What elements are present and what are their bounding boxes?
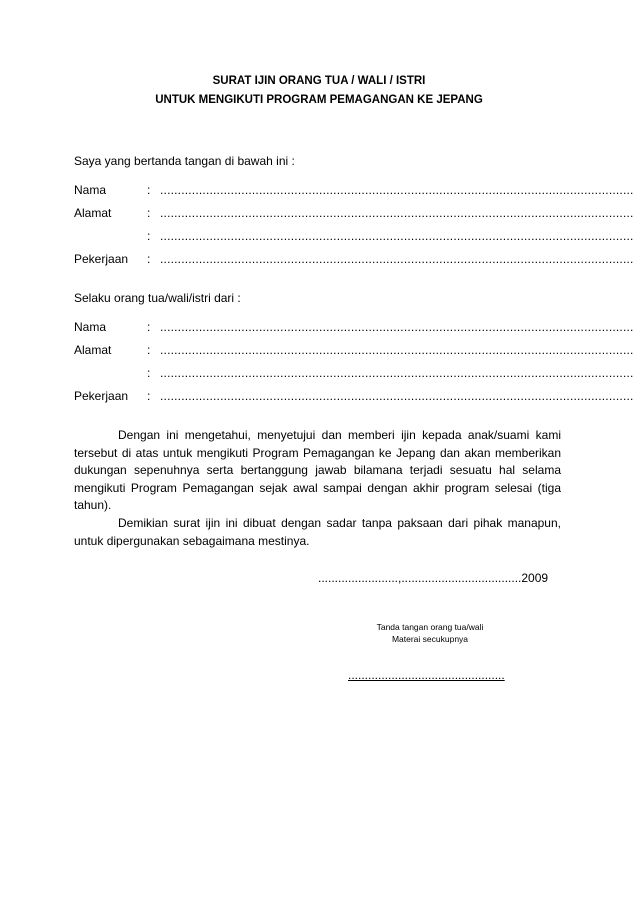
field-row-occupation xyxy=(74,252,634,268)
field-label: Alamat xyxy=(74,343,112,357)
field-colon: : xyxy=(147,320,151,334)
field-row-name xyxy=(74,183,634,199)
relation-intro-text: Selaku orang tua/wali/istri dari : xyxy=(74,291,241,305)
field-colon: : xyxy=(147,183,151,197)
fill-in-line[interactable]: ...................................................................................................................................... xyxy=(160,229,634,243)
field-colon: : xyxy=(147,252,151,266)
place-date-line[interactable]: ........................,....................................2009 xyxy=(318,571,549,585)
fill-in-line[interactable]: ...................................................................................................................................... xyxy=(160,252,634,266)
fill-in-line[interactable]: ...................................................................................................................................... xyxy=(160,320,634,334)
field-label: Pekerjaan xyxy=(74,252,129,266)
field-colon: : xyxy=(147,206,151,220)
fill-in-line[interactable]: ...................................................................................................................................... xyxy=(160,206,634,220)
field-label: Alamat xyxy=(74,206,112,220)
signature-caption xyxy=(330,621,530,645)
field-label: Nama xyxy=(74,183,107,197)
signature-caption-line: Tanda tangan orang tua/wali xyxy=(376,622,484,632)
field-label: Nama xyxy=(74,320,107,334)
fill-in-line[interactable]: ...................................................................................................................................... xyxy=(160,343,634,357)
field-colon: : xyxy=(147,229,151,243)
letter-title: SURAT IJIN ORANG TUA / WALI / ISTRI xyxy=(212,75,426,87)
closing-paragraph: Demikian surat ijin ini dibuat dengan sadar tanpa paksaan dari pihak manapun, untuk dipergunakan sebagaimana mestinya. xyxy=(74,516,561,548)
field-row-address-cont xyxy=(74,229,634,245)
field-row-address xyxy=(74,206,634,222)
field-colon: : xyxy=(147,366,151,380)
fill-in-line[interactable]: ...................................................................................................................................... xyxy=(160,183,634,197)
field-label: Pekerjaan xyxy=(74,389,129,403)
field-row-address-cont xyxy=(74,366,634,382)
stamp-note: Materai secukupnya xyxy=(391,634,469,644)
consent-paragraph: Dengan ini mengetahui, menyetujui dan memberi ijin kepada anak/suami kami tersebut di atas untuk mengikuti Program Pemagangan ke Jepang dan akan memberikan dukungan sepenuhnya serta bertanggung jawab bilamana terjadi sesuatu hal selama mengikuti Program Pemagangan sejak awal sampai dengan akhir program selesai (tiga tahun). xyxy=(74,428,561,512)
field-row-address xyxy=(74,343,634,359)
signature-line[interactable]: ............................................... xyxy=(348,668,505,682)
intro-text: Saya yang bertanda tangan di bawah ini : xyxy=(74,154,295,168)
fill-in-line[interactable]: ...................................................................................................................................... xyxy=(160,366,634,380)
field-row-name xyxy=(74,320,634,336)
fill-in-line[interactable]: ...................................................................................................................................... xyxy=(160,389,634,403)
field-colon: : xyxy=(147,389,151,403)
field-colon: : xyxy=(147,343,151,357)
field-row-occupation xyxy=(74,389,634,405)
letter-subtitle: UNTUK MENGIKUTI PROGRAM PEMAGANGAN KE JEPANG xyxy=(155,94,483,106)
